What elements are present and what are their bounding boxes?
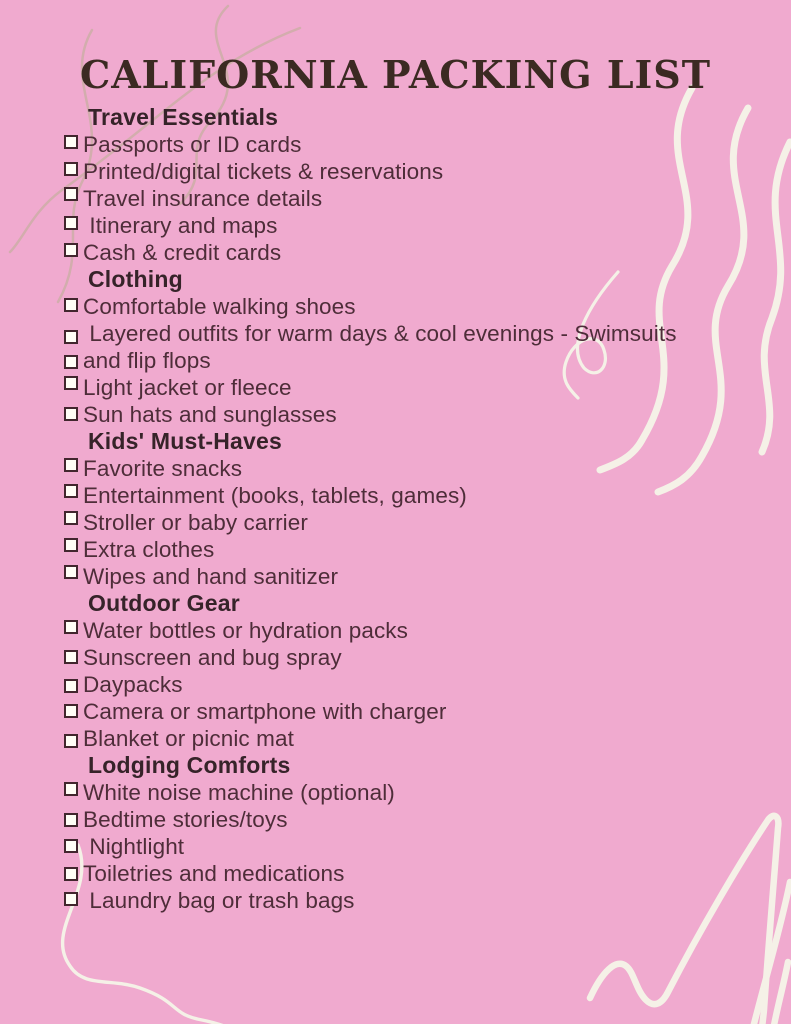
section-heading: Travel Essentials — [88, 103, 279, 130]
checkbox-icon[interactable] — [64, 298, 78, 312]
checkbox-icon[interactable] — [64, 330, 78, 344]
item-label: Printed/digital tickets & reservations — [83, 158, 444, 184]
checklist — [64, 104, 724, 914]
checklist-item — [64, 725, 724, 752]
checkbox-icon[interactable] — [64, 839, 78, 853]
checkbox-icon[interactable] — [64, 620, 78, 634]
checkbox-icon[interactable] — [64, 704, 78, 718]
checklist-item — [64, 860, 724, 887]
item-label: Layered outfits for warm days & cool evenings - Swimsuits — [83, 320, 677, 346]
checkbox-icon[interactable] — [64, 650, 78, 664]
checklist-item — [64, 347, 724, 374]
item-label: Cash & credit cards — [83, 239, 282, 265]
checkbox-icon[interactable] — [64, 511, 78, 525]
checkbox-icon[interactable] — [64, 407, 78, 421]
item-label: Favorite snacks — [83, 455, 243, 481]
item-label: Nightlight — [83, 833, 185, 859]
item-label: Bedtime stories/toys — [83, 806, 288, 832]
item-label: Daypacks — [83, 671, 183, 697]
section-heading: Outdoor Gear — [88, 589, 240, 616]
checkbox-icon[interactable] — [64, 162, 78, 176]
item-label: and flip flops — [83, 347, 211, 373]
item-label: Laundry bag or trash bags — [83, 887, 355, 913]
checklist-item — [64, 644, 724, 671]
section-heading: Clothing — [88, 265, 183, 292]
checkbox-icon[interactable] — [64, 458, 78, 472]
item-label: Entertainment (books, tablets, games) — [83, 482, 467, 508]
item-label: Blanket or picnic mat — [83, 725, 294, 751]
item-label: Sun hats and sunglasses — [83, 401, 337, 427]
checklist-item — [64, 698, 724, 725]
checkbox-icon[interactable] — [64, 216, 78, 230]
section-heading: Lodging Comforts — [88, 751, 291, 778]
checklist-item — [64, 374, 724, 401]
item-label: Stroller or baby carrier — [83, 509, 308, 535]
checkbox-icon[interactable] — [64, 565, 78, 579]
checkbox-icon[interactable] — [64, 679, 78, 693]
item-label: White noise machine (optional) — [83, 779, 395, 805]
checkbox-icon[interactable] — [64, 892, 78, 906]
item-label: Passports or ID cards — [83, 131, 302, 157]
checklist-item — [64, 212, 724, 239]
item-label: Wipes and hand sanitizer — [83, 563, 339, 589]
checkbox-icon[interactable] — [64, 376, 78, 390]
checklist-item — [64, 482, 724, 509]
checklist-item — [64, 779, 724, 806]
checkbox-icon[interactable] — [64, 782, 78, 796]
checklist-item — [64, 833, 724, 860]
checklist-item — [64, 509, 724, 536]
checkbox-icon[interactable] — [64, 355, 78, 369]
section — [64, 752, 724, 914]
item-label: Comfortable walking shoes — [83, 293, 356, 319]
checklist-item — [64, 806, 724, 833]
checkbox-icon[interactable] — [64, 867, 78, 881]
checklist-item — [64, 671, 724, 698]
checkbox-icon[interactable] — [64, 187, 78, 201]
item-label: Light jacket or fleece — [83, 374, 292, 400]
section — [64, 590, 724, 752]
checklist-item — [64, 239, 724, 266]
item-label: Toiletries and medications — [83, 860, 345, 886]
item-label: Itinerary and maps — [83, 212, 278, 238]
checkbox-icon[interactable] — [64, 243, 78, 257]
section-heading: Kids' Must-Haves — [88, 427, 282, 454]
checkbox-icon[interactable] — [64, 484, 78, 498]
item-label: Camera or smartphone with charger — [83, 698, 447, 724]
checkbox-icon[interactable] — [64, 538, 78, 552]
checklist-item — [64, 131, 724, 158]
item-label: Extra clothes — [83, 536, 215, 562]
checklist-item — [64, 185, 724, 212]
item-label: Water bottles or hydration packs — [83, 617, 409, 643]
checkbox-icon[interactable] — [64, 135, 78, 149]
checkbox-icon[interactable] — [64, 813, 78, 827]
item-label: Travel insurance details — [83, 185, 323, 211]
checklist-item — [64, 293, 724, 320]
section — [64, 104, 724, 266]
checklist-item — [64, 401, 724, 428]
section — [64, 266, 724, 428]
checklist-item — [64, 320, 724, 347]
checklist-item — [64, 455, 724, 482]
checkbox-icon[interactable] — [64, 734, 78, 748]
checklist-item — [64, 536, 724, 563]
item-label: Sunscreen and bug spray — [83, 644, 342, 670]
page-title: CALIFORNIA PACKING LIST — [79, 52, 712, 97]
checklist-item — [64, 617, 724, 644]
checklist-item — [64, 158, 724, 185]
section — [64, 428, 724, 590]
checklist-item — [64, 887, 724, 914]
checklist-item — [64, 563, 724, 590]
